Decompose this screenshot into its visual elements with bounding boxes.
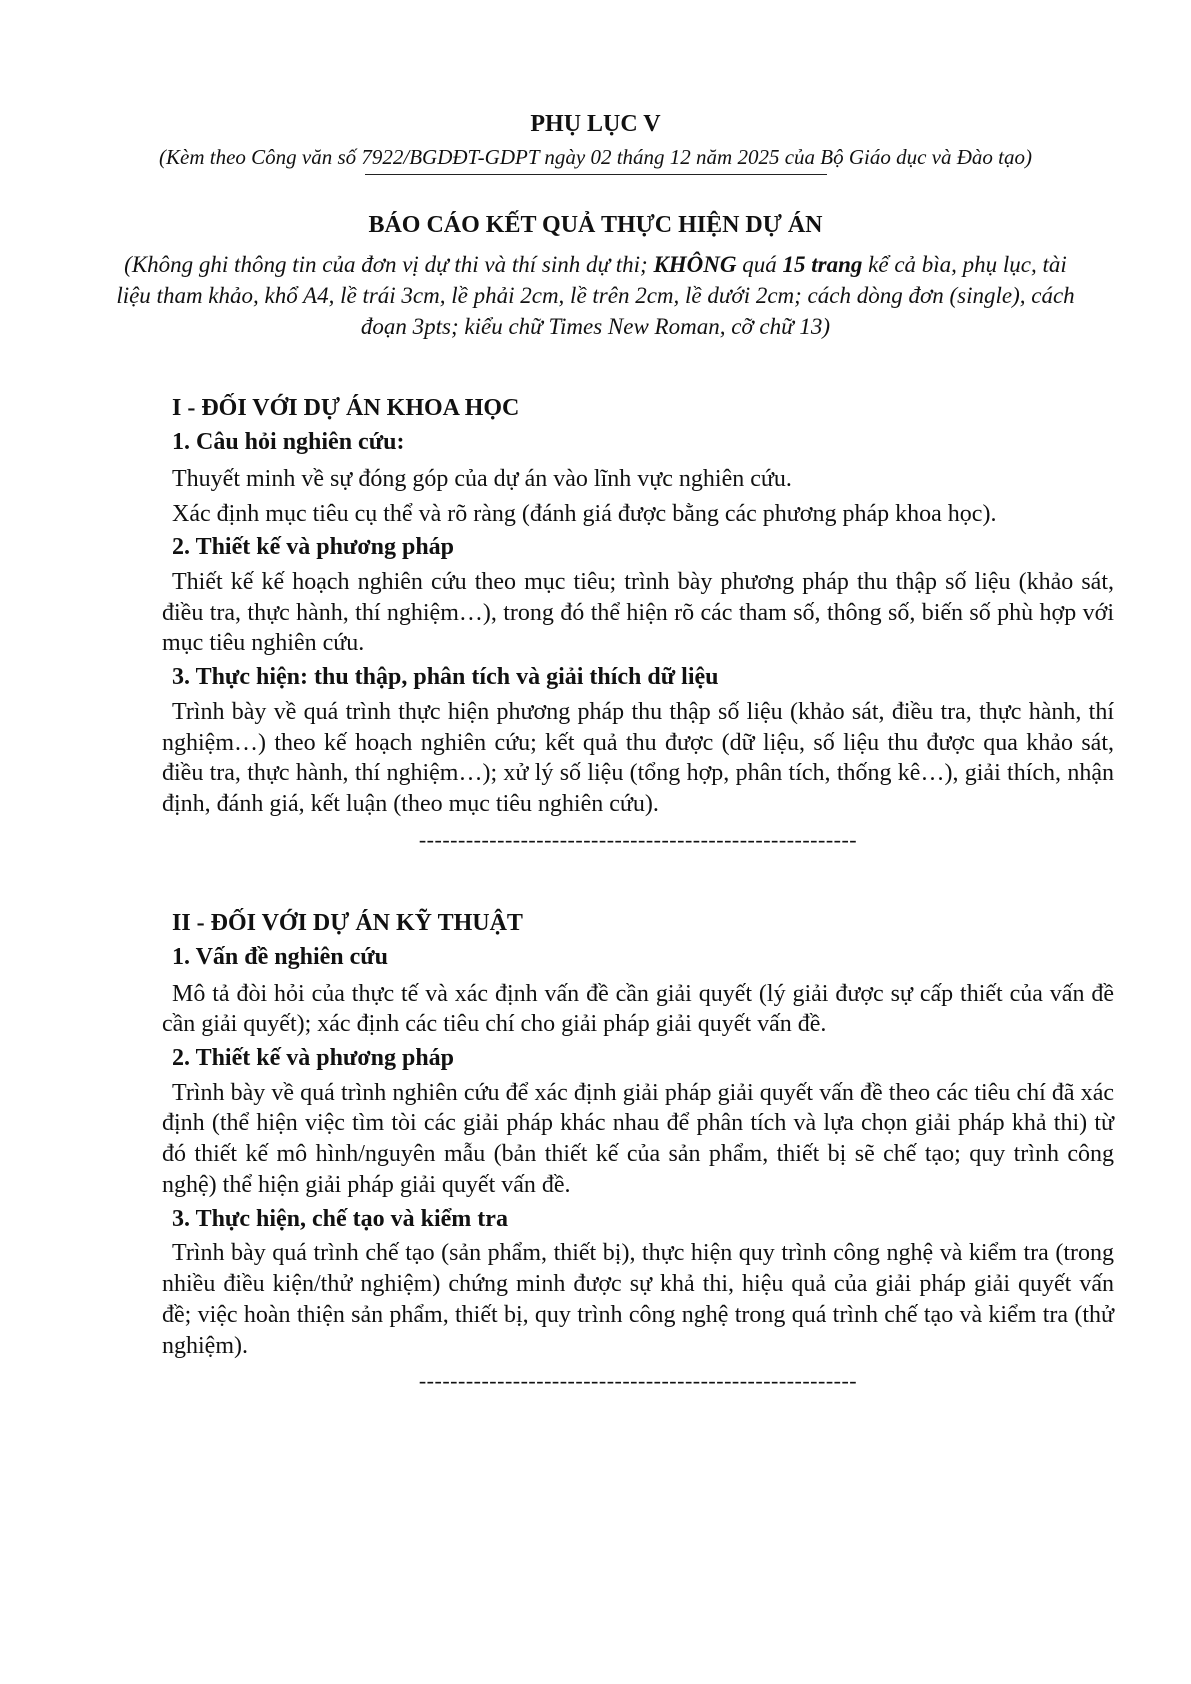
document-body — [162, 394, 1114, 1394]
appendix-note: (Kèm theo Công văn số 7922/BGDĐT-GDPT ngày 02 tháng 12 năm 2025 của Bộ Giáo dục và Đào tạo) — [159, 144, 1032, 169]
section-heading-science: I - ĐỐI VỚI DỰ ÁN KHOA HỌC — [172, 395, 520, 422]
paragraph: Trình bày về quá trình thực hiện phương pháp thu thập số liệu (khảo sát, điều tra, thực hành, thí nghiệm…) theo kế hoạch nghiên cứu; kết quả thu được (dữ liệu, số liệu thu được qua khảo sát, điều tra, thực hành, thí nghiệm…); xử lý số liệu (tổng hợp, phân tích, thống kê…), giải thích, nhận định, đánh giá, kết luận (theo mục tiêu nghiên cứu). — [162, 698, 1114, 818]
appendix-title: PHỤ LỤC V — [530, 111, 661, 137]
report-note-part1: (Không ghi thông tin của đơn vị dự thi và thí sinh dự thi; — [124, 251, 654, 277]
section-divider: -------------------------------------------------------- — [418, 826, 858, 852]
report-note — [116, 249, 1076, 343]
science-project-section — [162, 394, 1114, 853]
report-note-part2: quá — [736, 251, 783, 277]
report-note-part3: kể cả bìa, phụ lục, tài liệu tham khảo, khổ A4, lề trái 3cm, lề phải 2cm, lề trên 2cm, lề dưới 2cm; cách dòng đơn (single), cách đoạn 3pts; kiểu chữ Times New Roman, cỡ chữ 13) — [116, 251, 1075, 340]
header-underline — [365, 174, 827, 175]
section-heading-engineering: II - ĐỐI VỚI DỰ ÁN KỸ THUẬT — [172, 910, 523, 937]
paragraph: Mô tả đòi hỏi của thực tế và xác định vấn đề cần giải quyết (lý giải được sự cấp thiết của vấn đề cần giải quyết); xác định các tiêu chí cho giải pháp giải quyết vấn đề. — [162, 980, 1114, 1038]
engineering-project-section — [162, 909, 1114, 1394]
section-divider: -------------------------------------------------------- — [418, 1368, 858, 1394]
report-title: BÁO CÁO KẾT QUẢ THỰC HIỆN DỰ ÁN — [368, 211, 823, 238]
subheading-implementation: 3. Thực hiện: thu thập, phân tích và giải thích dữ liệu — [172, 664, 719, 691]
subheading-design-method: 2. Thiết kế và phương pháp — [172, 534, 455, 561]
paragraph: Trình bày về quá trình nghiên cứu để xác định giải pháp giải quyết vấn đề theo các tiêu chí đã xác định (thể hiện việc tìm tòi các giải pháp khác nhau để phân tích và lựa chọn giải pháp khả thi) từ đó thiết kế mô hình/nguyên mẫu (bản thiết kế của sản phẩm, thiết bị sẽ chế tạo; quy trình công nghệ) thể hiện giải pháp giải quyết vấn đề. — [162, 1079, 1114, 1198]
report-note-bold1: KHÔNG — [653, 251, 737, 277]
paragraph: Trình bày quá trình chế tạo (sản phẩm, thiết bị), thực hiện quy trình công nghệ và kiểm tra (trong nhiều điều kiện/thử nghiệm) chứng minh được sự khả thi, hiệu quả của giải pháp giải quyết vấn đề; việc hoàn thiện sản phẩm, thiết bị, quy trình công nghệ trong quá trình chế tạo và kiểm tra (thử nghiệm). — [162, 1240, 1114, 1359]
paragraph: Thiết kế kế hoạch nghiên cứu theo mục tiêu; trình bày phương pháp thu thập số liệu (khảo sát, điều tra, thực hành, thí nghiệm…), trong đó thể hiện rõ các tham số, thông số, biến số phù hợp với mục tiêu nghiên cứu. — [162, 569, 1114, 657]
subheading-build-test: 3. Thực hiện, chế tạo và kiểm tra — [172, 1205, 508, 1232]
subheading-research-question: 1. Câu hỏi nghiên cứu: — [172, 429, 405, 456]
subheading-design-method: 2. Thiết kế và phương pháp — [172, 1045, 455, 1071]
subheading-research-problem: 1. Vấn đề nghiên cứu — [172, 943, 389, 970]
document-header — [0, 110, 1191, 342]
paragraph: Xác định mục tiêu cụ thể và rõ ràng (đánh giá được bằng các phương pháp khoa học). — [172, 500, 997, 527]
paragraph: Thuyết minh về sự đóng góp của dự án vào lĩnh vực nghiên cứu. — [172, 465, 792, 492]
report-note-bold2: 15 trang — [782, 251, 863, 277]
